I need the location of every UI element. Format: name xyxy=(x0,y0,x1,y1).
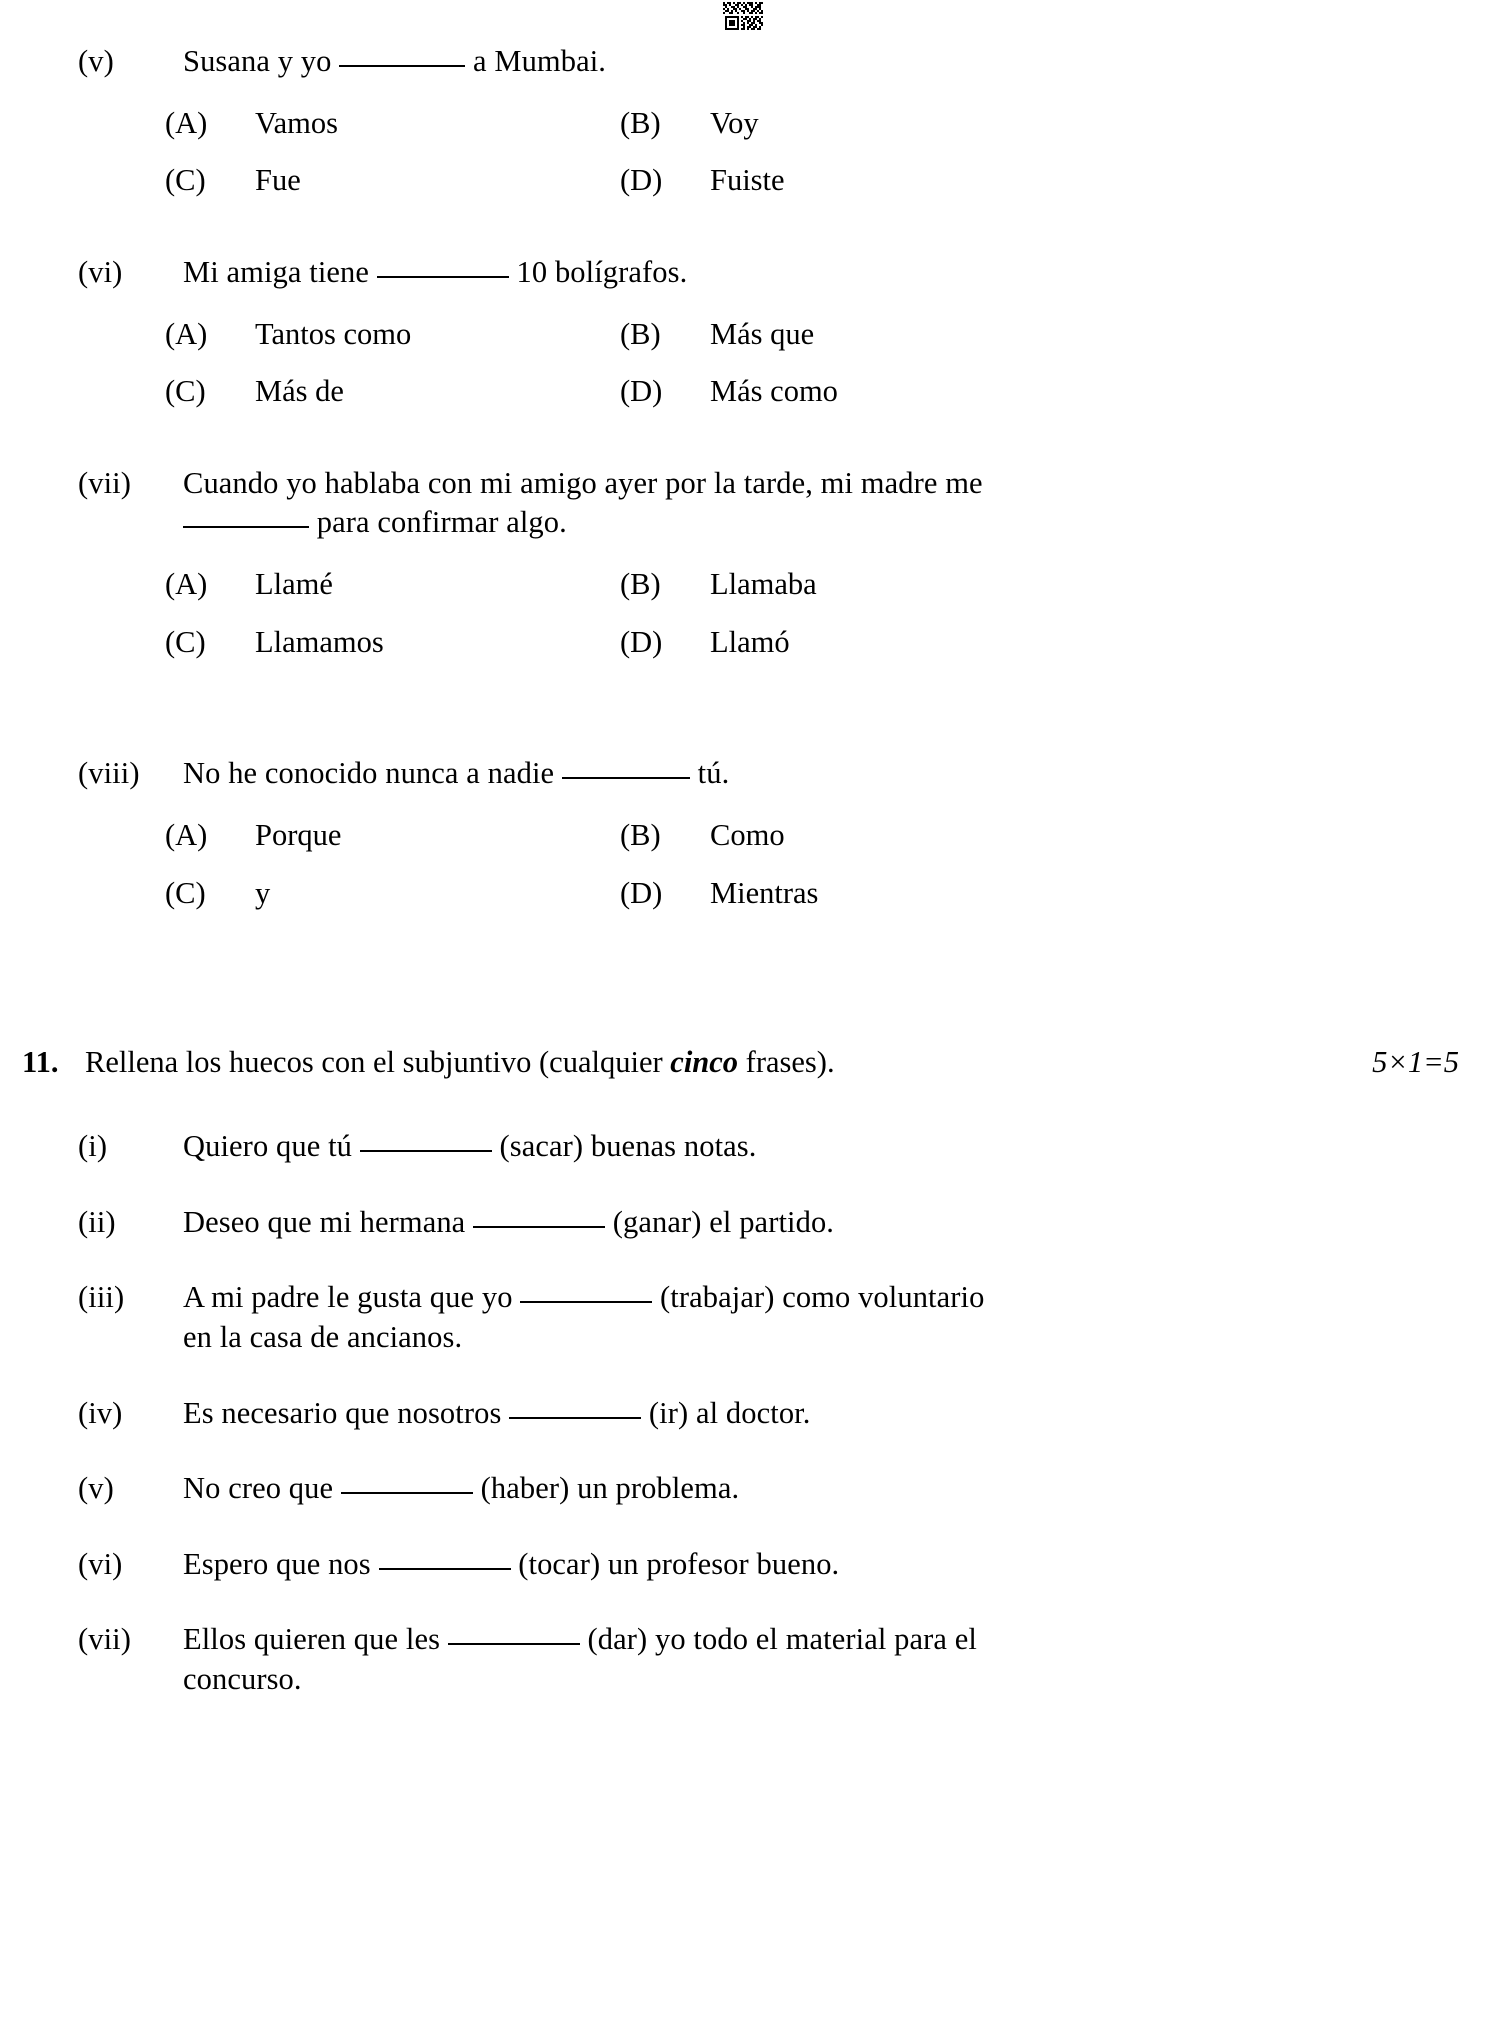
text-before: Espero que nos xyxy=(183,1546,371,1581)
fill-blank xyxy=(562,777,690,779)
mcq-text-after: tú. xyxy=(697,756,730,791)
mcq-option-c[interactable] xyxy=(165,874,620,914)
option-label: (B) xyxy=(620,818,661,853)
mcq-option-d[interactable] xyxy=(620,623,1505,663)
option-text: Vamos xyxy=(255,105,339,140)
text-before: A mi padre le gusta que yo xyxy=(183,1280,513,1315)
mcq-question-text xyxy=(183,754,1505,794)
option-label: (B) xyxy=(620,105,661,140)
item-numeral: (vii) xyxy=(78,1622,132,1657)
mcq-text-after: 10 bolígrafos. xyxy=(516,254,688,289)
mcq-question-row xyxy=(0,42,1505,82)
item-numeral: (i) xyxy=(78,1128,108,1163)
text-after: (ganar) el partido. xyxy=(612,1204,835,1239)
option-text: Fue xyxy=(255,163,301,198)
marks-allocation: 5×1=5 xyxy=(1372,1045,1459,1080)
mcq-question-text xyxy=(183,42,1505,82)
option-text: Más que xyxy=(710,316,815,351)
mcq-option-b[interactable] xyxy=(620,104,1505,144)
mcq-numeral: (vi) xyxy=(78,254,123,289)
mcq-numeral: (v) xyxy=(78,44,114,78)
question-prompt xyxy=(85,1043,1372,1083)
option-text: Más de xyxy=(255,374,344,409)
text-after: (dar) yo todo el material para el xyxy=(587,1622,977,1657)
item-numeral: (vi) xyxy=(78,1546,123,1581)
option-label: (C) xyxy=(165,624,206,659)
mcq-option-b[interactable] xyxy=(620,565,1505,605)
fill-blank xyxy=(339,65,465,67)
mcq-options-row-2 xyxy=(0,623,1505,663)
option-text: Mientras xyxy=(710,875,819,910)
subjunctive-item-vii xyxy=(0,1620,1505,1699)
subjunctive-item-i xyxy=(0,1127,1505,1167)
fill-blank xyxy=(379,1568,511,1570)
option-text: Tantos como xyxy=(255,316,412,351)
text-before: No creo que xyxy=(183,1471,334,1506)
item-numeral: (iii) xyxy=(78,1280,125,1315)
mcq-question-text xyxy=(183,253,1505,293)
mcq-text-after: para confirmar algo. xyxy=(316,505,567,540)
item-text xyxy=(183,1278,1505,1357)
question-11-header xyxy=(0,1043,1505,1083)
prompt-part-1: Rellena los huecos con el subjuntivo (cualquier xyxy=(85,1045,671,1080)
mcq-option-d[interactable] xyxy=(620,372,1505,412)
fill-blank xyxy=(509,1417,641,1419)
text-after: (haber) un problema. xyxy=(480,1471,740,1506)
mcq-option-b[interactable] xyxy=(620,315,1505,355)
mcq-item-viii xyxy=(0,754,1505,913)
item-numeral: (v) xyxy=(78,1471,114,1506)
mcq-option-c[interactable] xyxy=(165,161,620,201)
text-before: Ellos quieren que les xyxy=(183,1622,441,1657)
mcq-option-d[interactable] xyxy=(620,874,1505,914)
option-label: (A) xyxy=(165,818,208,853)
document-body xyxy=(0,42,1505,1700)
mcq-options-row-2 xyxy=(0,161,1505,201)
option-label: (A) xyxy=(165,567,208,602)
text-after: (trabajar) como voluntario xyxy=(660,1280,985,1315)
qr-code xyxy=(700,0,786,44)
mcq-option-a[interactable] xyxy=(165,816,620,856)
mcq-question-row xyxy=(0,464,1505,543)
option-text: Llamamos xyxy=(255,624,384,659)
item-text xyxy=(183,1203,1505,1243)
prompt-part-2: frases). xyxy=(738,1045,835,1080)
item-text xyxy=(183,1545,1505,1585)
mcq-text-before: Susana y yo xyxy=(183,44,332,78)
text-after: (ir) al doctor. xyxy=(648,1395,811,1430)
mcq-item-vi xyxy=(0,253,1505,412)
mcq-text-before: Mi amiga tiene xyxy=(183,254,370,289)
question-number: 11. xyxy=(22,1045,59,1080)
option-text: Llamé xyxy=(255,567,333,602)
mcq-options-row-1 xyxy=(0,104,1505,144)
fill-blank xyxy=(360,1150,492,1152)
option-label: (B) xyxy=(620,316,661,351)
mcq-numeral: (vii) xyxy=(78,465,132,500)
mcq-option-b[interactable] xyxy=(620,816,1505,856)
subjunctive-item-iv xyxy=(0,1394,1505,1434)
option-label: (B) xyxy=(620,567,661,602)
mcq-options-row-1 xyxy=(0,565,1505,605)
fill-blank xyxy=(377,276,509,278)
subjunctive-item-iii xyxy=(0,1278,1505,1357)
mcq-options-row-2 xyxy=(0,874,1505,914)
option-text: Fuiste xyxy=(710,163,785,198)
text-after: (sacar) buenas notas. xyxy=(499,1128,757,1163)
text-after: (tocar) un profesor bueno. xyxy=(518,1546,840,1581)
fill-blank xyxy=(520,1301,652,1303)
mcq-question-text xyxy=(183,464,1505,543)
mcq-option-c[interactable] xyxy=(165,372,620,412)
mcq-text-before: Cuando yo hablaba con mi amigo ayer por la tarde, mi madre me xyxy=(183,465,983,500)
option-text: Como xyxy=(710,818,785,853)
mcq-options-row-1 xyxy=(0,816,1505,856)
mcq-text-after: a Mumbai. xyxy=(472,44,607,78)
option-text: Voy xyxy=(710,105,759,140)
mcq-item-v xyxy=(0,42,1505,201)
subjunctive-item-ii xyxy=(0,1203,1505,1243)
fill-blank xyxy=(448,1643,580,1645)
option-label: (A) xyxy=(165,316,208,351)
subjunctive-item-vi xyxy=(0,1545,1505,1585)
option-text: y xyxy=(255,875,271,910)
text-before: Deseo que mi hermana xyxy=(183,1204,466,1239)
option-label: (D) xyxy=(620,374,663,409)
option-label: (C) xyxy=(165,163,206,198)
fill-blank xyxy=(473,1226,605,1228)
mcq-question-row xyxy=(0,754,1505,794)
text-before: Quiero que tú xyxy=(183,1128,353,1163)
mcq-option-a[interactable] xyxy=(165,315,620,355)
item-text xyxy=(183,1394,1505,1434)
option-label: (D) xyxy=(620,875,663,910)
item-text xyxy=(183,1469,1505,1509)
text-second-line: en la casa de ancianos. xyxy=(183,1319,463,1354)
option-label: (C) xyxy=(165,374,206,409)
option-label: (C) xyxy=(165,875,206,910)
mcq-text-before: No he conocido nunca a nadie xyxy=(183,756,555,791)
option-text: Más como xyxy=(710,374,838,409)
mcq-option-d[interactable] xyxy=(620,161,1505,201)
mcq-numeral: (viii) xyxy=(78,756,140,791)
mcq-option-a[interactable] xyxy=(165,104,620,144)
option-text: Llamó xyxy=(710,624,790,659)
mcq-option-a[interactable] xyxy=(165,565,620,605)
prompt-emphasis: cinco xyxy=(670,1045,739,1080)
option-text: Porque xyxy=(255,818,342,853)
option-label: (D) xyxy=(620,163,663,198)
item-numeral: (ii) xyxy=(78,1204,116,1239)
fill-blank xyxy=(183,526,309,528)
mcq-options-row-2 xyxy=(0,372,1505,412)
mcq-options-row-1 xyxy=(0,315,1505,355)
text-before: Es necesario que nosotros xyxy=(183,1395,502,1430)
option-label: (D) xyxy=(620,624,663,659)
option-label: (A) xyxy=(165,105,208,140)
text-second-line: concurso. xyxy=(183,1662,302,1697)
subjunctive-item-v xyxy=(0,1469,1505,1509)
mcq-question-row xyxy=(0,253,1505,293)
item-text xyxy=(183,1127,1505,1167)
mcq-item-vii xyxy=(0,464,1505,663)
item-numeral: (iv) xyxy=(78,1395,123,1430)
item-text xyxy=(183,1620,1505,1699)
fill-blank xyxy=(341,1492,473,1494)
option-text: Llamaba xyxy=(710,567,817,602)
mcq-option-c[interactable] xyxy=(165,623,620,663)
